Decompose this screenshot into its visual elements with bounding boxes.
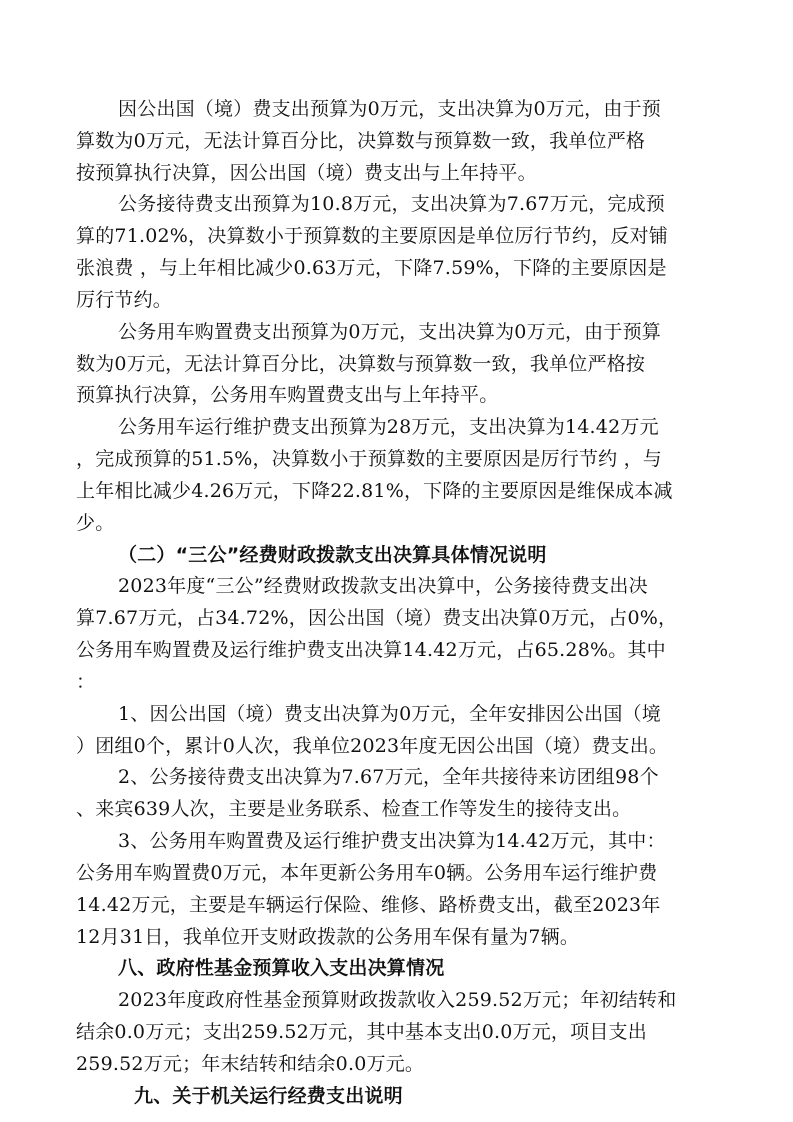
paragraph-line: 因公出国（境）费支出预算为0万元，支出决算为0万元，由于预 (118, 98, 661, 120)
paragraph-line: 算7.67万元，占34.72%，因公出国（境）费支出决算0万元，占0%， (76, 607, 678, 629)
paragraph-line: ）团组0个，累计0人次，我单位2023年度无因公出国（境）费支出。 (76, 735, 669, 757)
paragraph-line: 算的71.02%，决算数小于预算数的主要原因是单位厉行节约，反对铺 (76, 225, 669, 247)
paragraph-line: 公务用车购置费0万元，本年更新公务用车0辆。公务用车运行维护费 (76, 862, 658, 884)
paragraph-line: 3、公务用车购置费及运行维护费支出决算为14.42万元，其中： (118, 830, 666, 852)
paragraph-line: 1、因公出国（境）费支出决算为0万元，全年安排因公出国（境 (118, 703, 661, 725)
paragraph-line: 、来宾639人次，主要是业务联系、检查工作等发生的接待支出。 (76, 798, 632, 820)
section-heading: 九、关于机关运行经费支出说明 (134, 1085, 403, 1107)
paragraph-line: 公务用车购置费及运行维护费支出决算14.42万元，占65.28%。其中 (76, 639, 666, 661)
paragraph-line: 公务用车购置费支出预算为0万元，支出决算为0万元，由于预算 (118, 321, 661, 343)
paragraph-line: 259.52万元；年末结转和结余0.0万元。 (76, 1053, 425, 1075)
paragraph-line: 数为0万元，无法计算百分比，决算数与预算数一致，我单位严格按 (76, 353, 646, 375)
paragraph-line: 结余0.0万元；支出259.52万元，其中基本支出0.0万元，项目支出 (76, 1021, 647, 1043)
paragraph-line: 公务用车运行维护费支出预算为28万元，支出决算为14.42万元 (118, 416, 659, 438)
paragraph-line: 算数为0万元，无法计算百分比，决算数与预算数一致，我单位严格 (76, 130, 646, 152)
paragraph-line: 14.42万元，主要是车辆运行保险、维修、路桥费支出，截至2023年 (76, 894, 661, 916)
paragraph-line: 少。 (76, 512, 115, 534)
paragraph-line: 公务接待费支出预算为10.8万元，支出决算为7.67万元，完成预 (118, 193, 666, 215)
section-heading: （二）“三公”经费财政拨款支出决算具体情况说明 (118, 544, 547, 566)
section-heading: 八、政府性基金预算收入支出决算情况 (118, 957, 445, 979)
paragraph-line: 按预算执行决算，因公出国（境）费支出与上年持平。 (76, 162, 537, 184)
paragraph-line: ，完成预算的51.5%，决算数小于预算数的主要原因是厉行节约 ，与 (76, 448, 662, 470)
paragraph-line: 厉行节约。 (76, 289, 173, 311)
paragraph-line: 2、公务接待费支出决算为7.67万元，全年共接待来访团组98个 (118, 766, 659, 788)
paragraph-line: 张浪费 ，与上年相比减少0.63万元，下降7.59%，下降的主要原因是 (76, 257, 667, 279)
paragraph-line: 上年相比减少4.26万元，下降22.81%，下降的主要原因是维保成本减 (76, 480, 673, 502)
paragraph-line: 2023年度政府性基金预算财政拨款收入259.52万元；年初结转和 (118, 989, 677, 1011)
paragraph-line: 预算执行决算，公务用车购置费支出与上年持平。 (76, 384, 499, 406)
paragraph-line: 2023年度“三公”经费财政拨款支出决算中，公务接待费支出决 (118, 575, 648, 597)
paragraph-line: ： (76, 671, 96, 693)
paragraph-line: 12月31日，我单位开支财政拨款的公务用车保有量为7辆。 (76, 926, 580, 948)
